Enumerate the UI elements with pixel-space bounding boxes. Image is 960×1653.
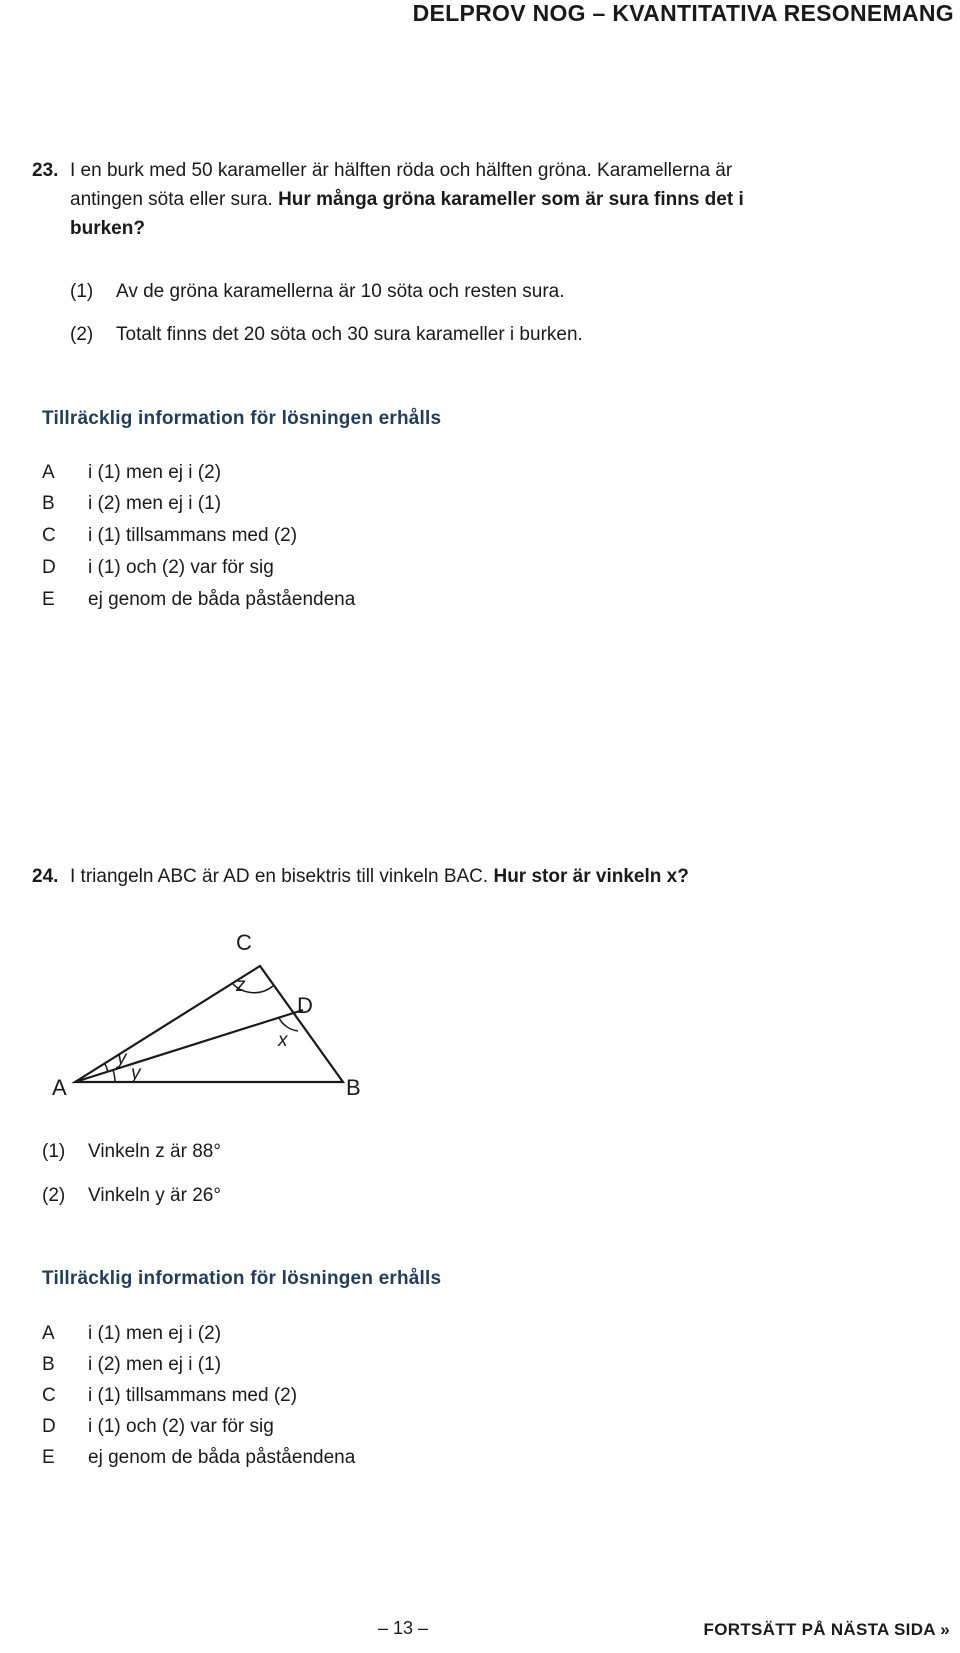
statement-2 [42, 1185, 221, 1207]
option-b [42, 1354, 221, 1376]
statement-text: Totalt finns det 20 söta och 30 sura karameller i burken. [116, 324, 583, 345]
option-letter: D [42, 1416, 56, 1437]
angle-label-y1: y [117, 1048, 127, 1069]
statement-text: Av de gröna karamellerna är 10 söta och resten sura. [116, 281, 565, 302]
option-text: i (1) tillsammans med (2) [88, 1385, 298, 1406]
option-text: i (1) tillsammans med (2) [88, 525, 298, 546]
question-text-plain: I triangeln ABC är AD en bisektris till vinkeln BAC. [70, 866, 489, 887]
angle-label-y2: y [131, 1063, 141, 1084]
page-header: DELPROV NOG – KVANTITATIVA RESONEMANG [412, 0, 954, 26]
question-text-plain: I en burk med 50 karameller är hälften röda och hälften gröna. Karamellerna är antingen söta eller sura. [70, 160, 733, 210]
statement-text: Vinkeln y är 26° [88, 1185, 221, 1206]
statement-number: (1) [42, 1141, 66, 1162]
option-text: i (1) men ej i (2) [88, 462, 222, 483]
option-text: ej genom de båda påståendena [88, 589, 356, 610]
angle-label-z: z [236, 975, 246, 996]
triangle-abc [75, 966, 343, 1082]
option-text: ej genom de båda påståendena [88, 1447, 356, 1468]
question-text-bold: Hur stor är vinkeln x? [493, 866, 689, 887]
option-letter: A [42, 1323, 55, 1344]
statement-number: (2) [70, 324, 94, 345]
option-text: i (1) och (2) var för sig [88, 557, 274, 578]
option-letter: E [42, 589, 55, 610]
option-letter: E [42, 1447, 55, 1468]
angle-label-x: x [278, 1030, 288, 1051]
option-e [42, 1447, 355, 1469]
option-letter: C [42, 525, 56, 546]
question-number: 23. [32, 160, 59, 181]
vertex-label-b: B [346, 1075, 361, 1100]
angle-arc-y2 [113, 1070, 115, 1082]
option-letter: B [42, 1354, 55, 1375]
vertex-label-c: C [236, 930, 252, 955]
page-number: – 13 – [378, 1618, 429, 1638]
angle-arc-y1 [105, 1064, 108, 1072]
statement-number: (2) [42, 1185, 66, 1206]
statement-1 [42, 1141, 221, 1163]
option-a [42, 1323, 221, 1345]
statement-text: Vinkeln z är 88° [88, 1141, 221, 1162]
vertex-label-a: A [52, 1075, 67, 1100]
option-letter: D [42, 557, 56, 578]
next-page-indicator: FORTSÄTT PÅ NÄSTA SIDA » [703, 1620, 950, 1639]
option-text: i (2) men ej i (1) [88, 493, 222, 514]
option-letter: B [42, 493, 55, 514]
option-letter: C [42, 1385, 56, 1406]
section-title: Tillräcklig information för lösningen erhålls [42, 408, 442, 429]
option-text: i (2) men ej i (1) [88, 1354, 222, 1375]
point-label-d: D [297, 993, 313, 1018]
option-text: i (1) och (2) var för sig [88, 1416, 274, 1437]
option-d [42, 1416, 274, 1438]
question-number: 24. [32, 866, 59, 887]
bisector-ad [75, 1010, 303, 1082]
question-text-bold: Hur många gröna karameller som är sura finns det i burken? [70, 189, 744, 239]
statement-number: (1) [70, 281, 94, 302]
section-title: Tillräcklig information för lösningen erhålls [42, 1268, 442, 1289]
option-text: i (1) men ej i (2) [88, 1323, 222, 1344]
option-letter: A [42, 462, 55, 483]
option-c [42, 1385, 297, 1407]
